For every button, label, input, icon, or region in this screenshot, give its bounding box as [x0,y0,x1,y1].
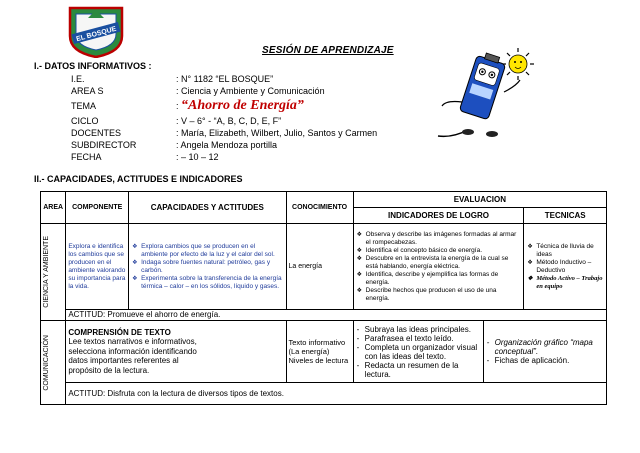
list-item: - Parafrasea el texto leído. [365,334,481,343]
header-indicadores: INDICADORES DE LOGRO [353,208,524,224]
info-label: I.E. [71,74,85,84]
info-label: FECHA [71,152,102,162]
header-capacidades: CAPACIDADES Y ACTITUDES [129,192,286,224]
capacidades-ciencia [129,224,286,310]
header-evaluacion: EVALUACION [353,192,606,208]
info-label: TEMA [71,101,97,111]
info-value: : Ciencia y Ambiente y Comunicación [176,86,325,96]
list-item: - Completa un organizador visual con las ideas del texto. [365,343,481,361]
list-item: ❖ Método Activo – Trabajo en equipo [536,275,604,291]
info-label: DOCENTES [71,128,122,138]
info-value: : María, Elizabeth, Wilbert, Julio, Santos y Carmen [176,128,378,138]
indicadores-comunicacion [353,321,483,383]
area-comunicacion: COMUNICACIÓN [41,321,66,405]
section-datos-informativos: I.- DATOS INFORMATIVOS : [34,61,152,71]
list-item: - Organización gráfico “mapa conceptual”. [495,338,604,356]
list-item: ❖ Técnica de lluvia de ideas [536,243,604,259]
info-value: : N° 1182 “EL BOSQUE” [176,74,274,84]
cap-text: Lee textos narrativos e informativos, selecciona información identificando datos importantes referentes al propósito de la lectura. [68,337,197,375]
info-label: AREA S [71,86,104,96]
actitud-ciencia: ACTITUD: Promueve el ahorro de energía. [66,310,607,321]
indicadores-ciencia [353,224,524,310]
list-item: ❖ Descubre en la entrevista la energía de la cual se está hablando, energía eléctrica. [366,255,522,271]
info-label: SUBDIRECTOR [71,140,137,150]
energy-battery-illustration [432,42,542,152]
actitud-comunicacion: ACTITUD: Disfruta con la lectura de diversos tipos de textos. [66,383,607,405]
list-item: ❖ Describe hechos que producen el uso de una energía. [366,287,522,303]
section-capacidades: II.- CAPACIDADES, ACTITUDES E INDICADORES [34,174,243,184]
cap-title: COMPRENSIÓN DE TEXTO [68,327,171,337]
conocimiento-ciencia: La energía [286,224,353,310]
conocimiento-comunicacion: Texto informativo (La energía) Niveles de lectura [286,321,353,383]
header-tecnicas: TECNICAS [524,208,607,224]
list-item: - Subraya las ideas principales. [365,325,481,334]
list-item: - Redacta un resumen de la lectura. [365,361,481,379]
tecnicas-ciencia [524,224,607,310]
componente-ciencia: Explora e identifica los cambios que se producen en el ambiente valorando su importancia para la vida. [66,224,129,310]
capacidades-table [40,191,607,405]
info-value: : – 10 – 12 [176,152,219,162]
info-block: I.E. : N° 1182 “EL BOSQUE” AREA S : Ciencia y Ambiente y Comunicación TEMA : “Ahorro de Energía” CICLO : V – 6° - “A, B, C, D, E, F” DOCENTES : María, Elizabeth, Wilbert, Julio, Santos y Carmen SUBDIRECTOR : Angela Mendoza portilla FECHA : – 10 – 12 [71,74,378,162]
capacidades-comunicacion [66,321,286,383]
header-area: AREA [41,192,66,224]
header-componente: COMPONENTE [66,192,129,224]
tema-value: “Ahorro de Energía” [181,98,304,113]
tecnicas-comunicacion [483,321,606,383]
list-item: ❖ Indaga sobre fuentes natural: petróleo, gas y carbón. [141,259,283,275]
list-item: ❖ Método Inductivo – Deductivo [536,259,604,275]
info-value: : Angela Mendoza portilla [176,140,278,150]
header-conocimiento: CONOCIMIENTO [286,192,353,224]
list-item: ❖ Explora cambios que se producen en el ambiente por efecto de la luz y el calor del sol. [141,243,283,259]
info-label: CICLO [71,116,99,126]
list-item: ❖ Identifica, describe y ejemplifica las formas de energía. [366,271,522,287]
area-ciencia: CIENCIA Y AMBIENTE [41,224,66,321]
list-item: ❖ Identifica el concepto básico de energía. [366,247,522,255]
info-value: : V – 6° - “A, B, C, D, E, F” [176,116,282,126]
school-logo [66,6,126,58]
list-item: - Fichas de aplicación. [495,356,604,365]
page-title: SESIÓN DE APRENDIZAJE [262,45,394,56]
svg-text:EL BOSQUE: EL BOSQUE [75,25,118,44]
list-item: ❖ Experimenta sobre la transferencia de la energía térmica – calor – en los sólidos, líquido y gases. [141,275,283,291]
list-item: ❖ Observa y describe las imágenes formadas al armar el rompecabezas. [366,231,522,247]
